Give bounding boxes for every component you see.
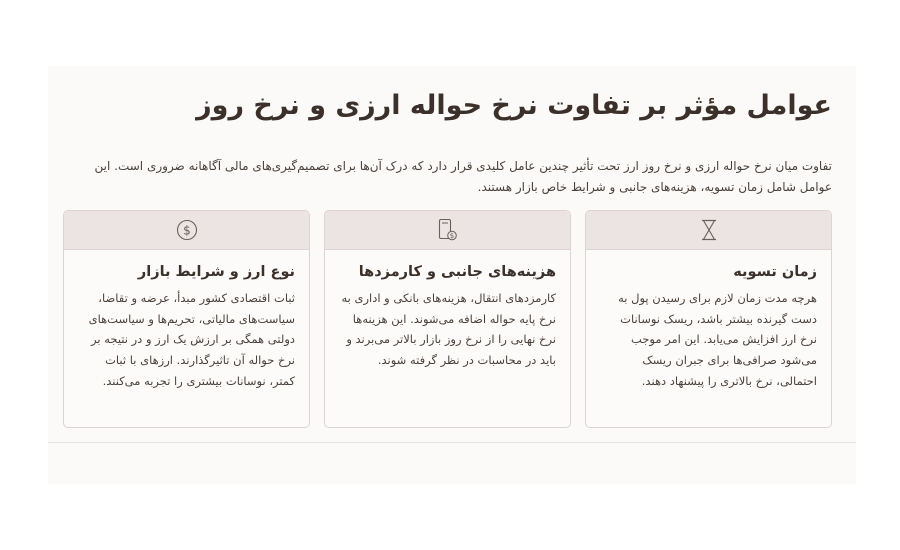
fee-receipt-icon xyxy=(437,218,459,242)
card-body: هرچه مدت زمان لازم برای رسیدن پول به دست گیرنده بیشتر باشد، ریسک نوسانات نرخ ارز افزایش می‌یابد. این امر موجب می‌شود صرافی‌ها برای جبران ریسک احتمالی، نرخ بالاتری را پیشنهاد دهند. xyxy=(618,291,817,388)
card-settlement-time xyxy=(585,210,832,428)
section-divider xyxy=(48,442,856,443)
dollar-circle-icon xyxy=(176,219,198,241)
card-header xyxy=(64,211,309,250)
card-body: ثبات اقتصادی کشور مبدأ، عرضه و تقاضا، سیاست‌های مالیاتی، تحریم‌ها و سیاست‌های دولتی همگی بر ارزش یک ارز و در نتیجه بر نرخ حواله آن تاثیرگذارند. ارزهای با ثبات کمتر، نوسانات بیشتری را تجربه می‌کنند. xyxy=(88,291,295,388)
card-side-costs xyxy=(324,210,571,428)
card-currency-market xyxy=(63,210,310,428)
card-title: نوع ارز و شرایط بازار xyxy=(137,264,295,280)
card-header xyxy=(586,211,831,250)
card-title: زمان تسویه xyxy=(733,264,817,280)
svg-text:$: $ xyxy=(182,223,191,238)
page-title: عوامل مؤثر بر تفاوت نرخ حواله ارزی و نرخ روز xyxy=(196,90,832,121)
svg-text:$: $ xyxy=(449,232,454,241)
card-body: کارمزدهای انتقال، هزینه‌های بانکی و اداری به نرخ پایه حواله اضافه می‌شوند. این هزینه‌ها نرخ نهایی را از نرخ روز بازار بالاتر می‌برند و باید در محاسبات در نظر گرفته شوند. xyxy=(341,291,556,368)
hourglass-icon xyxy=(700,219,718,241)
card-title: هزینه‌های جانبی و کارمزدها xyxy=(358,264,556,280)
factors-section xyxy=(48,66,856,484)
card-header xyxy=(325,211,570,250)
factor-cards xyxy=(66,210,832,430)
intro-paragraph: تفاوت میان نرخ حواله ارزی و نرخ روز ارز تحت تأثیر چندین عامل کلیدی قرار دارد که درک آن‌ها برای تصمیم‌گیری‌های مالی آگاهانه ضروری است. این عوامل شامل زمان تسویه، هزینه‌های جانبی و شرایط خاص بازار هستند. xyxy=(94,159,832,194)
